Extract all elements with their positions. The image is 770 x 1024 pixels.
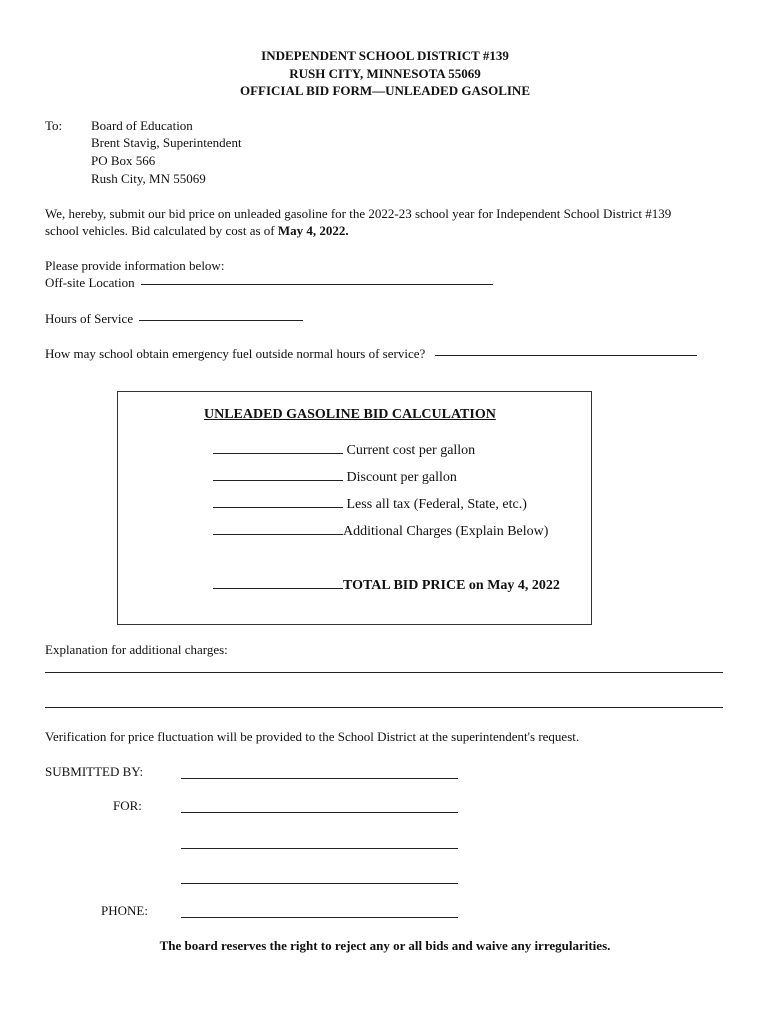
discount-field[interactable] (213, 480, 343, 481)
address-line: Brent Stavig, Superintendent (91, 135, 242, 150)
emergency-fuel-label: How may school obtain emergency fuel outside normal hours of service? (45, 346, 426, 361)
emergency-fuel-row (45, 346, 697, 362)
offsite-location-label: Off-site Location (45, 275, 135, 290)
info-prompt: Please provide information below: (45, 258, 225, 273)
phone-field[interactable] (181, 917, 458, 918)
offsite-location-field[interactable] (141, 284, 493, 285)
for-label: FOR: (113, 798, 142, 813)
header-line-1: INDEPENDENT SCHOOL DISTRICT #139 (261, 48, 509, 63)
current-cost-field[interactable] (213, 453, 343, 454)
calc-row-label: Additional Charges (Explain Below) (343, 524, 549, 539)
for-field-line-3[interactable] (181, 883, 458, 884)
footer-disclaimer: The board reserves the right to reject any or all bids and waive any irregularities. (159, 938, 611, 953)
bid-calculation-box (117, 391, 592, 625)
address-line: PO Box 566 (91, 153, 156, 168)
hours-of-service-label: Hours of Service (45, 311, 134, 326)
calc-row-label: Less all tax (Federal, State, etc.) (346, 497, 527, 512)
calc-row-current-cost (213, 443, 475, 459)
for-field-line-2[interactable] (181, 848, 458, 849)
to-label: To: (45, 118, 63, 133)
address-line: Board of Education (91, 118, 193, 133)
calc-row-tax (213, 497, 527, 513)
phone-label: PHONE: (101, 903, 148, 918)
bid-date: May 4, 2022. (277, 223, 349, 238)
submitted-by-field[interactable] (181, 778, 458, 779)
address-line: Rush City, MN 55069 (91, 171, 206, 186)
calc-row-discount (213, 470, 457, 486)
header-line-2: RUSH CITY, MINNESOTA 55069 (289, 66, 481, 81)
intro-line-2-text: school vehicles. Bid calculated by cost as of (45, 223, 278, 238)
calc-row-label: Discount per gallon (346, 470, 457, 485)
total-bid-price-field[interactable] (213, 588, 343, 589)
verification-text: Verification for price fluctuation will be provided to the School District at the superintendent's request. (45, 729, 580, 744)
hours-of-service-field[interactable] (139, 320, 303, 321)
total-bid-label: TOTAL BID PRICE on May 4, 2022 (343, 578, 560, 593)
calc-box-title: UNLEADED GASOLINE BID CALCULATION (204, 407, 496, 422)
tax-field[interactable] (213, 507, 343, 508)
intro-line-2 (45, 223, 349, 239)
explanation-label: Explanation for additional charges: (45, 642, 228, 657)
additional-charges-field[interactable] (213, 534, 343, 535)
emergency-fuel-field[interactable] (435, 355, 697, 356)
hours-of-service-row (45, 311, 303, 327)
submitted-by-label: SUBMITTED BY: (45, 764, 144, 779)
for-field[interactable] (181, 812, 458, 813)
calc-row-label: Current cost per gallon (346, 443, 476, 458)
intro-line-1: We, hereby, submit our bid price on unleaded gasoline for the 2022-23 school year for Independent School District #139 (45, 206, 672, 221)
explanation-line[interactable] (45, 672, 723, 673)
calc-row-additional (213, 524, 548, 540)
offsite-location-row (45, 275, 493, 291)
calc-row-total (213, 578, 560, 594)
explanation-line[interactable] (45, 707, 723, 708)
header-line-3: OFFICIAL BID FORM—UNLEADED GASOLINE (239, 83, 530, 98)
